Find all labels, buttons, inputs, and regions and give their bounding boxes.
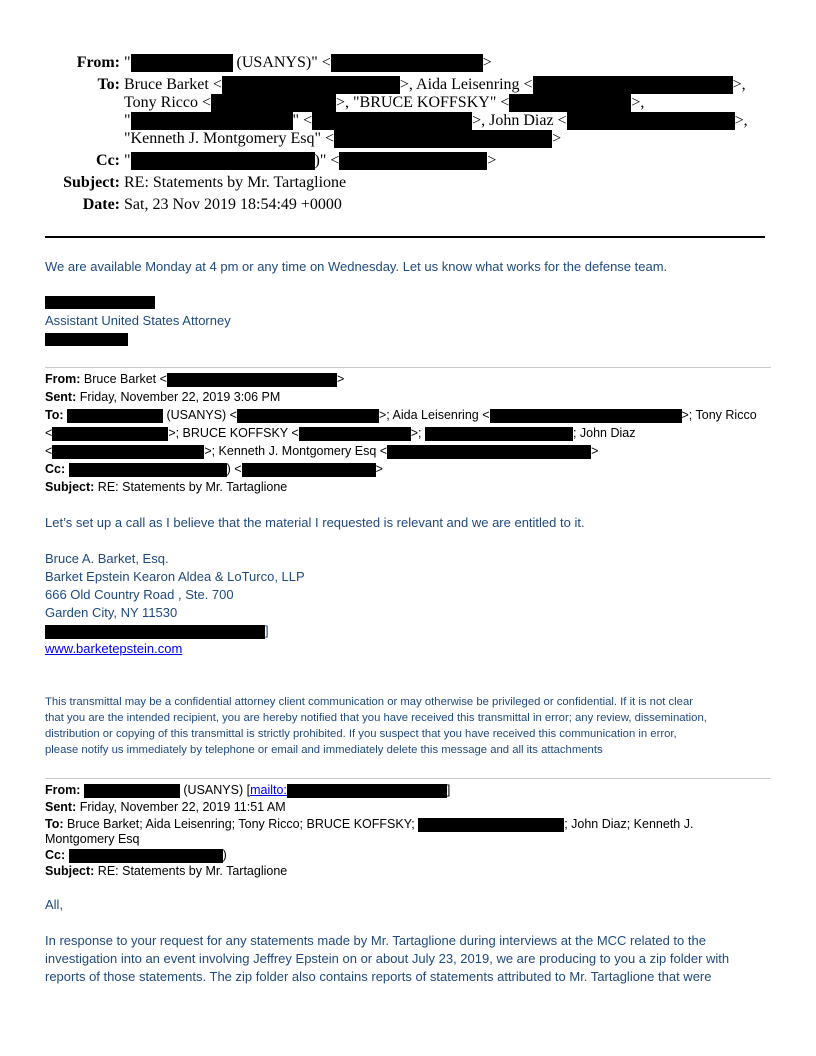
- header-cc-row: Cc: " )" < >: [46, 152, 496, 170]
- msg2-subject: RE: Statements by Mr. Tartaglione: [97, 480, 288, 494]
- redaction-bar: [425, 427, 573, 441]
- msg3-body-line: In response to your request for any statements made by Mr. Tartaglione during interviews at the MCC related to the: [45, 933, 706, 948]
- header-subject: RE: Statements by Mr. Tartaglione: [124, 174, 347, 191]
- msg2-sig-phone-row: ]: [45, 623, 269, 639]
- redaction-bar: [509, 94, 631, 112]
- redaction-bar: [299, 427, 411, 441]
- msg3-greeting: All,: [45, 897, 64, 912]
- msg3-to-line2: Montgomery Esq: [45, 832, 140, 846]
- redaction-bar: [52, 445, 204, 459]
- redaction-bar: [45, 296, 155, 309]
- msg2-to-line3: < >; Kenneth J. Montgomery Esq < >: [45, 444, 599, 458]
- msg3-body-line: reports of those statements. The zip folder also contains reports of statements attributed to Mr. Tartaglione that were: [45, 969, 712, 984]
- msg3-subject-row: Subject: RE: Statements by Mr. Tartaglione: [45, 864, 288, 878]
- msg2-body: Let’s set up a call as I believe that the material I requested is relevant and we are entitled to it.: [45, 515, 585, 530]
- redaction-bar: [67, 409, 163, 423]
- header-date-row: [46, 196, 342, 214]
- disclaimer-line: that you are the intended recipient, you are hereby notified that you have received this transmittal in error; any review, dissemination,: [45, 712, 707, 724]
- msg3-to-row: To: Bruce Barket; Aida Leisenring; Tony Ricco; BRUCE KOFFSKY; ; John Diaz; Kenneth J.: [45, 817, 694, 831]
- msg2-sig-address2: Garden City, NY 11530: [45, 605, 178, 620]
- msg2-sent-row: Sent: Friday, November 22, 2019 3:06 PM: [45, 390, 281, 404]
- header-date: Sat, 23 Nov 2019 18:54:49 +0000: [124, 196, 342, 213]
- redaction-bar: [237, 409, 379, 423]
- website-link[interactable]: www.barketepstein.com: [45, 641, 183, 656]
- msg1-signature-title: Assistant United States Attorney: [45, 313, 231, 328]
- msg2-from-row: From: Bruce Barket < >: [45, 372, 345, 386]
- msg1-body: We are available Monday at 4 pm or any time on Wednesday. Let us know what works for the defense team.: [45, 259, 668, 274]
- msg2-subject-row: Subject: RE: Statements by Mr. Tartaglione: [45, 480, 288, 494]
- disclaimer-line: This transmittal may be a confidential attorney client communication or may otherwise be privileged or confidential. If it is not clear: [45, 696, 693, 708]
- redaction-bar: [222, 76, 400, 94]
- mailto-link[interactable]: mailto:: [250, 783, 287, 797]
- redaction-bar: [334, 130, 552, 148]
- header-date-label: Date:: [82, 196, 120, 213]
- header-to-label: To:: [97, 76, 120, 93]
- redaction-bar: [167, 373, 337, 387]
- msg2-cc-row: Cc: ) < >: [45, 462, 383, 476]
- msg3-subject: RE: Statements by Mr. Tartaglione: [97, 864, 288, 878]
- redaction-bar: [312, 112, 472, 130]
- redaction-bar: [533, 76, 733, 94]
- redaction-bar: [52, 427, 168, 441]
- msg2-sig-name: Bruce A. Barket, Esq.: [45, 551, 169, 566]
- redaction-bar: [131, 112, 293, 130]
- redaction-bar: [45, 625, 265, 639]
- msg2-to-line2: < >; BRUCE KOFFSKY < >; ; John Diaz: [45, 426, 636, 440]
- header-to-line3: " " < >, John Diaz < >,: [124, 112, 748, 129]
- redaction-bar: [69, 849, 223, 863]
- redaction-bar: [211, 94, 336, 112]
- msg3-cc-row: Cc: ): [45, 848, 227, 862]
- header-subject-row: [46, 174, 346, 192]
- redaction-bar: [331, 54, 483, 72]
- header-to-line2: Tony Ricco < >, "BRUCE KOFFSKY" < >,: [124, 94, 645, 111]
- redaction-bar: [339, 152, 487, 170]
- disclaimer-line: please notify us immediately by telephone or email and immediately delete this message and all its attachments: [45, 744, 603, 756]
- message-divider: [45, 778, 771, 779]
- msg3-sent-row: Sent: Friday, November 22, 2019 11:51 AM: [45, 800, 286, 814]
- msg2-sig-firm: Barket Epstein Kearon Aldea & LoTurco, LLP: [45, 569, 305, 584]
- header-from-row: From: " (USANYS)" < >: [46, 54, 492, 72]
- redaction-bar: [84, 784, 180, 798]
- msg2-to-row: To: (USANYS) < >; Aida Leisenring < >; Tony Ricco: [45, 408, 757, 422]
- header-to-row: To: Bruce Barket < >, Aida Leisenring < >,: [46, 76, 746, 94]
- redaction-bar: [131, 152, 315, 170]
- header-subject-label: Subject:: [63, 174, 120, 191]
- msg3-body-line: investigation into an event involving Jeffrey Epstein on or about July 23, 2019, we are producing to you a zip folder with: [45, 951, 730, 966]
- redaction-bar: [45, 333, 128, 346]
- header-cc-label: Cc:: [96, 152, 120, 169]
- redaction-bar: [490, 409, 682, 423]
- redaction-bar: [69, 463, 227, 477]
- redaction-bar: [287, 784, 447, 798]
- redaction-bar: [418, 818, 564, 832]
- header-to-line4: "Kenneth J. Montgomery Esq" < >: [124, 130, 562, 147]
- redaction-bar: [242, 463, 376, 477]
- redaction-bar: [387, 445, 591, 459]
- disclaimer-line: distribution or copying of this transmittal is strictly prohibited. If you suspect that you have received this communication in error,: [45, 728, 677, 740]
- header-divider: [45, 236, 765, 238]
- message-divider: [45, 367, 771, 368]
- redaction-bar: [567, 112, 735, 130]
- msg2-sig-address1: 666 Old Country Road , Ste. 700: [45, 587, 234, 602]
- header-from-label: From:: [76, 54, 120, 71]
- msg3-from-row: From: (USANYS) [mailto: ]: [45, 783, 451, 797]
- redaction-bar: [131, 54, 233, 72]
